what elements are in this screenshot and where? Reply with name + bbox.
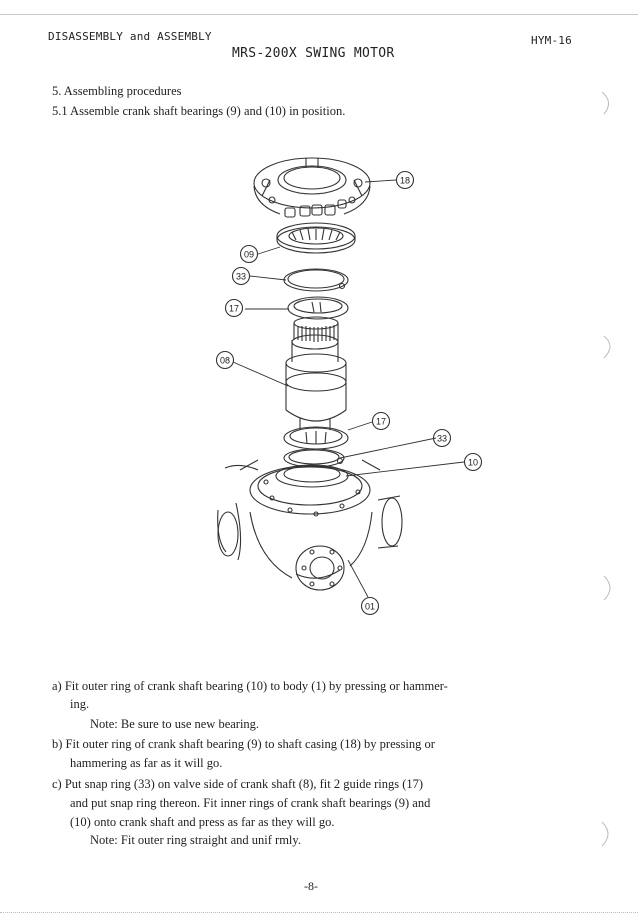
callout-leaders bbox=[233, 180, 464, 597]
guide-ring-lower-part bbox=[284, 427, 348, 449]
bottom-rule bbox=[0, 912, 638, 913]
motor-body-part bbox=[218, 460, 402, 590]
callout-17: 17 bbox=[228, 303, 240, 314]
instruction-b-line2: hammering as far as it will go. bbox=[70, 756, 223, 770]
crank-shaft-bearing-9-part bbox=[277, 223, 355, 253]
callout-33-lower: 33 bbox=[436, 433, 448, 444]
guide-ring-part bbox=[288, 297, 348, 319]
instruction-a-line2: ing. bbox=[70, 697, 90, 711]
document-code: HYM-16 bbox=[531, 34, 572, 47]
callout-33: 33 bbox=[235, 271, 247, 282]
instruction-c-line2: and put snap ring thereon. Fit inner rings of crank shaft bearings (9) and bbox=[70, 796, 431, 810]
callout-08: 08 bbox=[219, 355, 231, 366]
callout-01: 01 bbox=[364, 601, 376, 612]
snap-ring-part bbox=[284, 269, 348, 291]
binder-hole-marks bbox=[592, 90, 622, 860]
instruction-c-note: Note: Fit outer ring straight and unif rmly. bbox=[90, 833, 301, 847]
callout-18: 18 bbox=[399, 175, 411, 186]
callout-09: 09 bbox=[243, 249, 255, 260]
callout-10: 10 bbox=[467, 457, 479, 468]
page-title: MRS-200X SWING MOTOR bbox=[232, 46, 395, 61]
callout-17-lower: 17 bbox=[375, 416, 387, 427]
binder-hole-icon bbox=[602, 92, 609, 114]
procedure-step: 5.1 Assemble crank shaft bearings (9) and (10) in position. bbox=[52, 104, 346, 118]
instruction-a-note: Note: Be sure to use new bearing. bbox=[90, 717, 260, 731]
instruction-c-line3: (10) onto crank shaft and press as far as they will go. bbox=[70, 815, 335, 829]
top-rule bbox=[0, 14, 638, 15]
crank-shaft-part bbox=[286, 317, 346, 430]
binder-hole-icon bbox=[604, 336, 610, 358]
exploded-assembly-diagram bbox=[200, 148, 500, 620]
snap-ring-lower-part bbox=[284, 449, 344, 467]
binder-hole-icon bbox=[604, 576, 610, 600]
instruction-b-line1: b) Fit outer ring of crank shaft bearing (9) to shaft casing (18) by pressing or bbox=[52, 737, 435, 751]
binder-hole-icon bbox=[602, 822, 608, 846]
instruction-a-line1: a) Fit outer ring of crank shaft bearing (10) to body (1) by pressing or hammer- bbox=[52, 679, 448, 693]
instruction-c-line1: c) Put snap ring (33) on valve side of crank shaft (8), fit 2 guide rings (17) bbox=[52, 777, 424, 791]
section-header: DISASSEMBLY and ASSEMBLY bbox=[48, 30, 212, 43]
page-number: -8- bbox=[304, 879, 318, 893]
procedure-heading: 5. Assembling procedures bbox=[52, 84, 182, 98]
